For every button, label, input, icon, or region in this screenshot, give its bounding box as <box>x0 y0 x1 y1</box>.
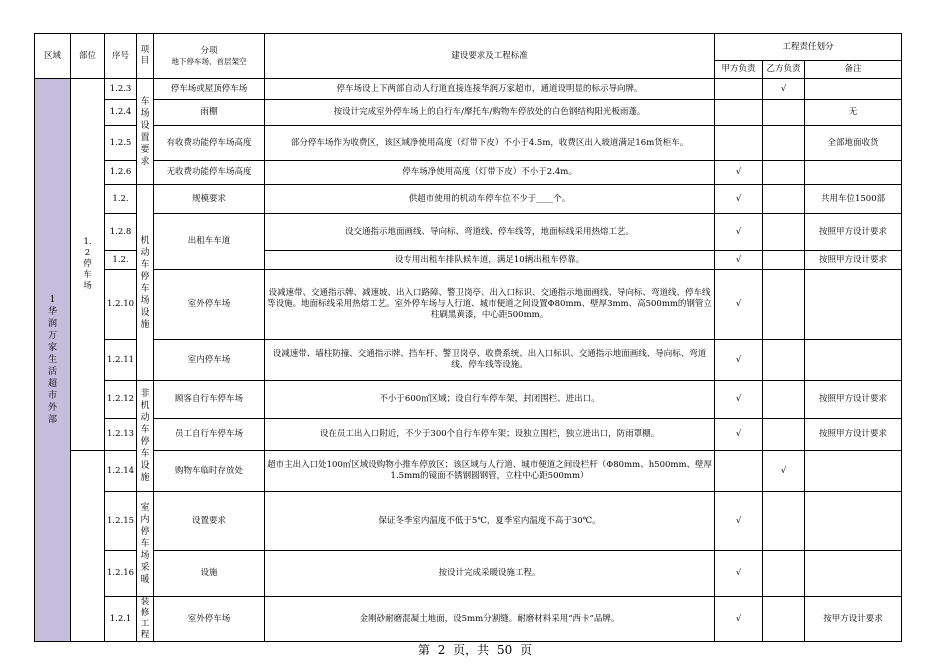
header-requirement: 建设要求及工程标准 <box>265 34 715 79</box>
row-party-a: √ <box>715 161 763 185</box>
row-seq: 1.2.11 <box>105 340 137 381</box>
row-note <box>805 451 902 492</box>
page-footer <box>0 641 950 658</box>
row-party-b <box>763 100 805 126</box>
header-region: 区域 <box>35 34 71 79</box>
row-seq: 1.2. <box>105 185 137 214</box>
row-requirement: 按设计完成采暖设施工程。 <box>265 551 715 597</box>
row-party-b <box>763 185 805 214</box>
row-note <box>805 492 902 551</box>
row-party-b <box>763 381 805 419</box>
row-party-a <box>715 79 763 100</box>
row-note: 全部地面收货 <box>805 126 902 161</box>
row-note <box>805 161 902 185</box>
group-label-1: 车场设置要求 <box>137 79 154 185</box>
row-name: 室外停车场 <box>154 270 265 340</box>
row-requirement: 部分停车场作为收费区，该区域净使用高度（灯带下皮）不小于4.5m，收费区出入坡道满足16m货柜车。 <box>265 126 715 161</box>
row-seq: 1.2.13 <box>105 419 137 451</box>
row-name: 顾客自行车停车场 <box>154 381 265 419</box>
row-name: 停车场或屋顶停车场 <box>154 79 265 100</box>
group-label-3: 非机动车停车设施 <box>137 381 154 492</box>
row-name: 出租车车道 <box>154 214 265 270</box>
row-party-a: √ <box>715 381 763 419</box>
row-seq: 1.2.16 <box>105 551 137 597</box>
row-seq: 1.2.1 <box>105 597 137 642</box>
row-party-b <box>763 419 805 451</box>
row-requirement: 供超市使用的机动车停车位不少于____个。 <box>265 185 715 214</box>
row-party-a: √ <box>715 214 763 251</box>
row-party-a: √ <box>715 597 763 642</box>
row-seq: 1.2.8 <box>105 214 137 251</box>
row-note <box>805 79 902 100</box>
row-party-a <box>715 451 763 492</box>
row-note: 按照甲方设计要求 <box>805 251 902 270</box>
row-requirement: 设减速带、交通指示牌、减速坡、出入口路障、警卫岗亭、出入口标识、交通指示地面画线、导向标、弯道线、停车线等设施。地面标线采用热熔工艺。室外停车场与人行道、城市便道之间设置Φ80mm、壁厚3mm、高500mm的钢管立柱刷黑黄漆，中心距500mm。 <box>265 270 715 340</box>
row-requirement: 停车场净使用高度（灯带下皮）不小于2.4m。 <box>265 161 715 185</box>
row-note <box>805 270 902 340</box>
row-party-b: √ <box>763 79 805 100</box>
row-seq: 1.2.4 <box>105 100 137 126</box>
footer-page-number: 2 <box>437 643 446 657</box>
row-seq: 1.2.3 <box>105 79 137 100</box>
row-requirement: 超市主出入口处100㎡区域设购物小推车停放区；该区域与人行道、城市便道之间设栏杆（Φ80mm、h500mm、壁厚1.5mm的镜面不锈钢圆钢管，立柱中心距500mm） <box>265 451 715 492</box>
row-requirement: 金刚砂耐磨混凝土地面，设5mm分割缝。耐磨材料采用“西卡”品牌。 <box>265 597 715 642</box>
row-party-b <box>763 270 805 340</box>
row-name: 设施 <box>154 551 265 597</box>
row-party-b <box>763 340 805 381</box>
header-sub: 分项 地下停车场、首层架空 <box>154 34 265 79</box>
header-seq: 序号 <box>105 34 137 79</box>
row-seq: 1.2.15 <box>105 492 137 551</box>
row-seq: 1.2.12 <box>105 381 137 419</box>
row-party-a <box>715 100 763 126</box>
header-party-b: 乙方负责 <box>763 61 805 79</box>
row-party-a: √ <box>715 251 763 270</box>
row-note: 无 <box>805 100 902 126</box>
group-label-4: 室内停车场采暖 <box>137 492 154 597</box>
row-name: 员工自行车停车场 <box>154 419 265 451</box>
row-note: 按照甲方设计要求 <box>805 419 902 451</box>
footer-middle: 页，共 <box>453 643 490 657</box>
group-label-2: 机动车停车场设施 <box>137 185 154 381</box>
header-note: 备注 <box>805 61 902 79</box>
header-responsibility: 工程责任划分 <box>715 34 902 61</box>
row-party-b <box>763 126 805 161</box>
row-seq: 1.2.10 <box>105 270 137 340</box>
row-seq: 1.2. <box>105 251 137 270</box>
region-label-cell: 1华润万家生活超市外部 <box>35 79 71 642</box>
row-seq: 1.2.14 <box>105 451 137 492</box>
requirements-table <box>34 33 902 642</box>
row-note: 按甲方设计要求 <box>805 597 902 642</box>
row-requirement: 设交通指示地面画线、导向标、弯道线、停车线等，地面标线采用热熔工艺。 <box>265 214 715 251</box>
row-requirement: 设在员工出入口附近，不少于300个自行车停车架；设独立围栏，独立进出口，防雨罩棚。 <box>265 419 715 451</box>
header-item: 项目 <box>137 34 154 79</box>
part-label-cell: 1.2停车场 <box>71 79 105 451</box>
row-party-b <box>763 251 805 270</box>
row-note: 共用车位1500部 <box>805 185 902 214</box>
row-requirement: 保证冬季室内温度不低于5℃，夏季室内温度不高于30℃。 <box>265 492 715 551</box>
group-label-5: 装修工程 <box>137 597 154 642</box>
row-party-a: √ <box>715 492 763 551</box>
header-sub-note: 地下停车场、首层架空 <box>171 57 247 66</box>
footer-suffix: 页 <box>520 643 533 657</box>
row-party-b <box>763 597 805 642</box>
row-seq: 1.2.6 <box>105 161 137 185</box>
row-party-a: √ <box>715 551 763 597</box>
row-note <box>805 551 902 597</box>
row-name: 有收费功能停车场高度 <box>154 126 265 161</box>
row-requirement: 设专用出租车排队候车道，满足10辆出租车停靠。 <box>265 251 715 270</box>
row-note: 按照甲方设计要求 <box>805 214 902 251</box>
row-party-b <box>763 214 805 251</box>
row-name: 购物车临时存放处 <box>154 451 265 492</box>
row-party-a: √ <box>715 185 763 214</box>
row-party-a: √ <box>715 270 763 340</box>
row-name: 设置要求 <box>154 492 265 551</box>
header-part: 部位 <box>71 34 105 79</box>
part-label-blank <box>71 451 105 642</box>
row-note <box>805 340 902 381</box>
row-note: 按照甲方设计要求 <box>805 381 902 419</box>
footer-prefix: 第 <box>417 643 430 657</box>
row-requirement: 按设计完成室外停车场上的自行车/摩托车/购物车停放处的白色钢结构阳光板雨蓬。 <box>265 100 715 126</box>
row-party-b <box>763 551 805 597</box>
row-name: 无收费功能停车场高度 <box>154 161 265 185</box>
row-party-b <box>763 492 805 551</box>
row-name: 规模要求 <box>154 185 265 214</box>
row-name: 室外停车场 <box>154 597 265 642</box>
row-party-a <box>715 126 763 161</box>
row-party-b: √ <box>763 451 805 492</box>
row-party-a: √ <box>715 340 763 381</box>
row-name: 雨棚 <box>154 100 265 126</box>
header-party-a: 甲方负责 <box>715 61 763 79</box>
row-seq: 1.2.5 <box>105 126 137 161</box>
row-requirement: 设减速带、墙柱防撞、交通指示牌、挡车杆、警卫岗亭、收费系统、出入口标识、交通指示地面画线、导向标、弯道线、停车线等设施。 <box>265 340 715 381</box>
row-requirement: 不小于600㎡区域；设自行车停车架，封闭围栏、进出口。 <box>265 381 715 419</box>
row-name: 室内停车场 <box>154 340 265 381</box>
row-party-a: √ <box>715 419 763 451</box>
footer-total-pages: 50 <box>497 643 513 657</box>
row-party-b <box>763 161 805 185</box>
row-requirement: 停车场设上下两部自动人行道直接连接华润万家超市，通道设明显的标示导向牌。 <box>265 79 715 100</box>
